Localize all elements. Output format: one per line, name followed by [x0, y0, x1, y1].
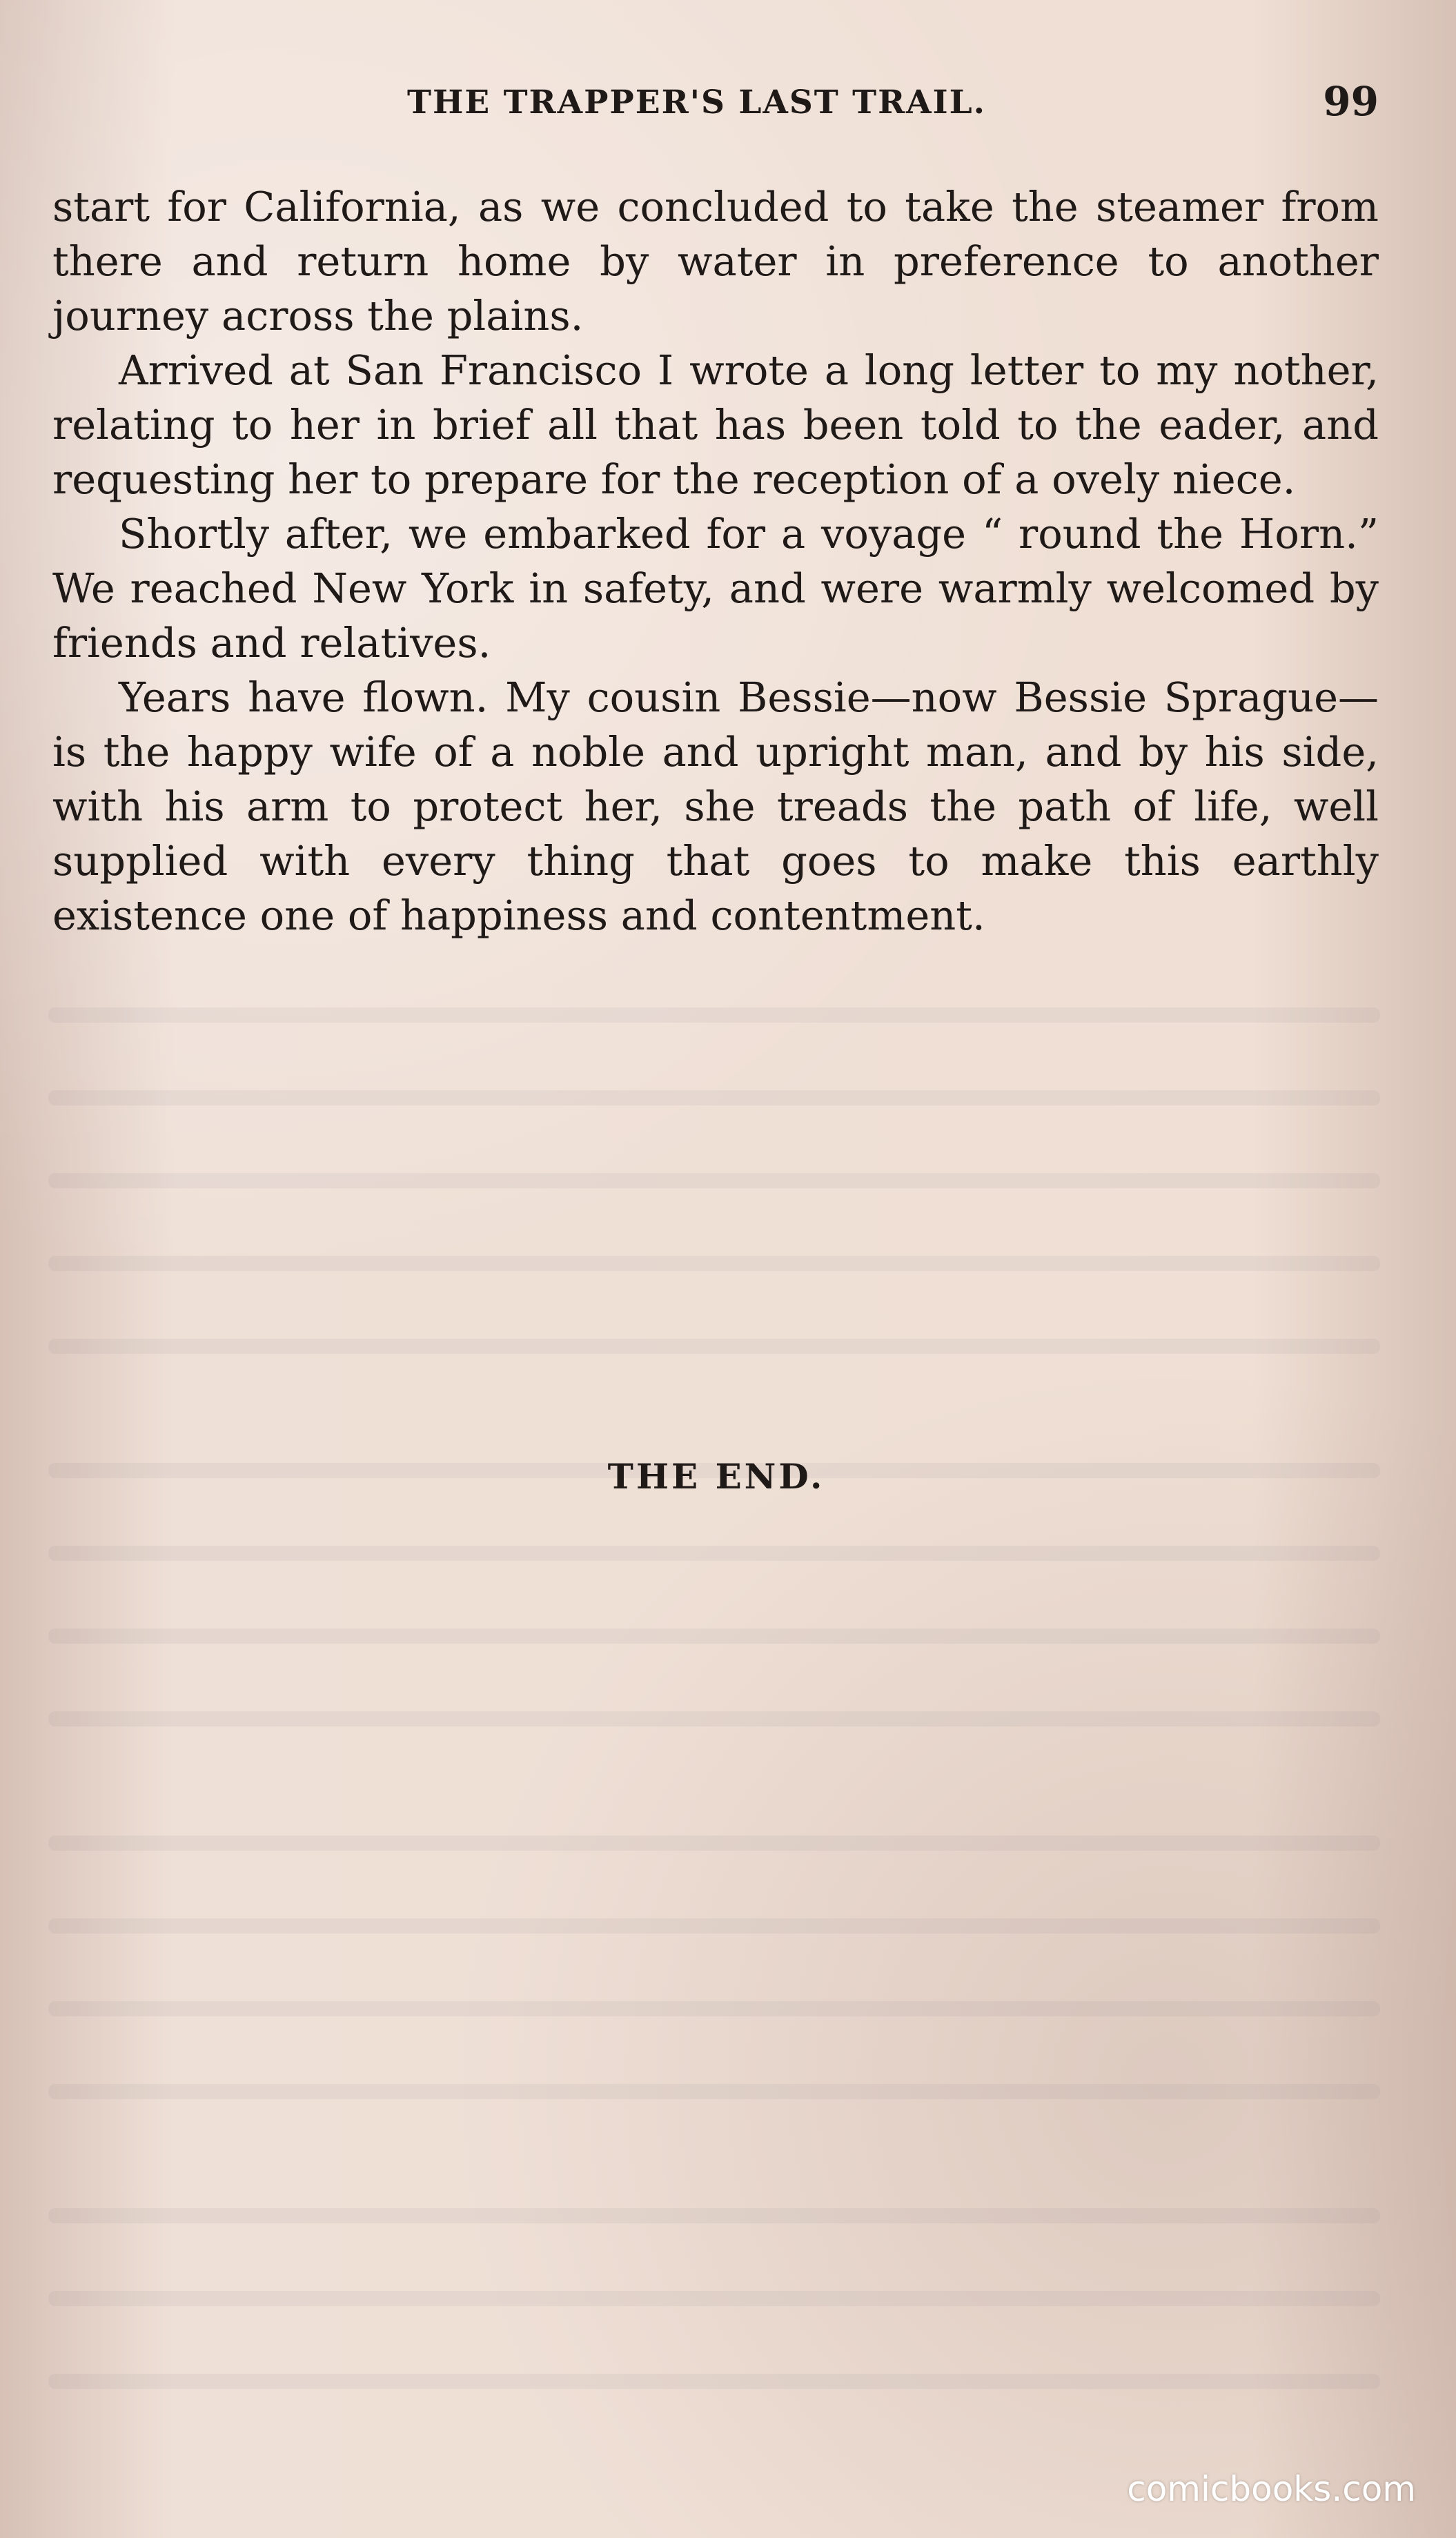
show-through-print	[48, 994, 1380, 2463]
paragraph-3: Shortly after, we embarked for a voyage “ round the Horn.” We reached New York in safety, and were warmly welcomed by friends and relatives.	[52, 510, 1379, 667]
paragraph-2: Arrived at San Francisco I wrote a long letter to my nother, relating to her in brief all that has been told to the eader, and requesting her to prepare for the reception of a ovely niece.	[52, 346, 1379, 503]
page-header	[0, 78, 1456, 126]
running-head: THE TRAPPER'S LAST TRAIL.	[407, 83, 987, 121]
source-watermark: comicbooks.com	[1127, 2469, 1416, 2509]
the-end-mark: THE END.	[607, 1456, 825, 1497]
paragraph-1: start for California, as we concluded to take the steamer from there and return home by water in preference to another journey across the plains.	[52, 183, 1379, 340]
body-text	[52, 179, 1379, 943]
page-number: 99	[1323, 78, 1379, 125]
paragraph-4: Years have flown. My cousin Bessie—now Bessie Sprague—is the happy wife of a noble and upright man, and by his side, with his arm to protect her, she treads the path of life, well supplied with every thing that goes to make this earthly existence one of happiness and contentment.	[52, 673, 1379, 939]
